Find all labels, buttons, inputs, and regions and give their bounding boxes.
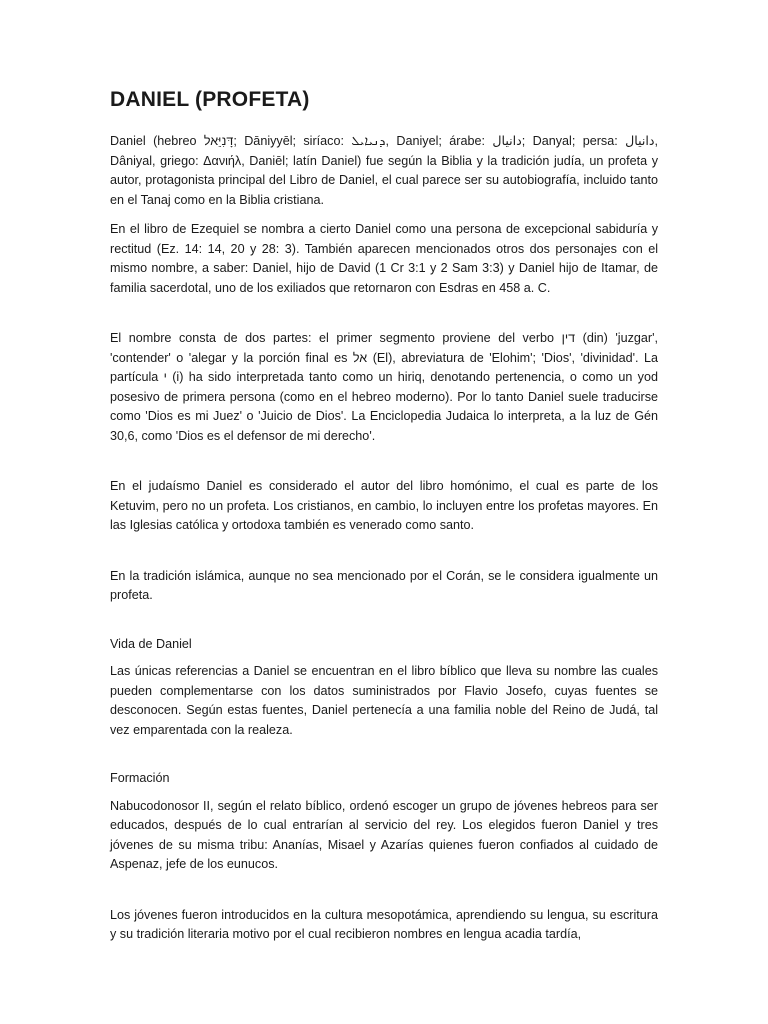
- paragraph-intro: Daniel (hebreo דָּנִיֵּאל; Dāniyyēl; siríaco: ܕܢܝܐܝܠ, Daniyel; árabe: دانيال; Danyal; persa: دانيال, Dâniyal, griego: Δανιήλ, Daniēl; latín Daniel) fue según la Biblia y la tradición judía, un profeta y autor, protagonista principal del Libro de Daniel, el cual parece ser su autobiografía, incluido tanto en el Tanaj como en la Biblia cristiana.: [110, 134, 658, 207]
- paragraph-judaism: En el judaísmo Daniel es considerado el autor del libro homónimo, el cual es parte de los Ketuvim, pero no un profeta. Los cristianos, en cambio, lo incluyen entre los profetas mayores. En las Iglesias católica y ortodoxa también es venerado como santo.: [110, 479, 658, 532]
- section-heading-formacion: Formación: [110, 771, 170, 785]
- paragraph-formacion: Nabucodonosor II, según el relato bíblico, ordenó escoger un grupo de jóvenes hebreos para ser educados, después de lo cual entrarían al servicio del rey. Los elegidos fueron Daniel y tres jóvenes de su misma tribu: Ananías, Misael y Azarías quienes fueron confiados al cuidado de Aspenaz, jefe de los eunucos.: [110, 798, 658, 871]
- paragraph-islam: En la tradición islámica, aunque no sea mencionado por el Corán, se le considera igualmente un profeta.: [110, 568, 658, 602]
- paragraph-etymology: El nombre consta de dos partes: el primer segmento proviene del verbo דין (din) 'juzgar', 'contender' o 'alegar y la porción final es אל (El), abreviatura de 'Elohim'; 'Dios', 'divinidad'. La partícula י (i) ha sido interpretada tanto como un hiriq, denotando pertenencia, o como un yod posesivo de primera persona (como en el hebreo moderno). Por lo tanto Daniel suele traducirse como 'Dios es mi Juez' o 'Juicio de Dios'. La Enciclopedia Judaica lo interpreta, a la luz de Gén 30,6, como 'Dios es el defensor de mi derecho'.: [110, 331, 659, 443]
- paragraph-ezequiel: En el libro de Ezequiel se nombra a cierto Daniel como una persona de excepcional sabiduría y rectitud (Ez. 14: 14, 20 y 28: 3). También aparecen mencionados otros dos personajes con el mismo nombre, a saber: Daniel, hijo de David (1 Cr 3:1 y 2 Sam 3:3) y Daniel hijo de Itamar, de familia sacerdotal, uno de los exiliados que retornaron con Esdras en 458 a. C.: [110, 222, 658, 295]
- paragraph-vida: Las únicas referencias a Daniel se encuentran en el libro bíblico que lleva su nombre las cuales pueden complementarse con los datos suministrados por Flavio Josefo, cuyas fuentes se desconocen. Según estas fuentes, Daniel pertenecía a una familia noble del Reino de Judá, tal vez emparentada con la realeza.: [110, 664, 658, 737]
- section-heading-vida: Vida de Daniel: [110, 636, 192, 651]
- paragraph-jovenes: Los jóvenes fueron introducidos en la cultura mesopotámica, aprendiendo su lengua, su escritura y su tradición literaria motivo por el cual recibieron nombres en lengua acadia tardía,: [110, 907, 658, 941]
- document-title: DANIEL (PROFETA): [110, 88, 310, 111]
